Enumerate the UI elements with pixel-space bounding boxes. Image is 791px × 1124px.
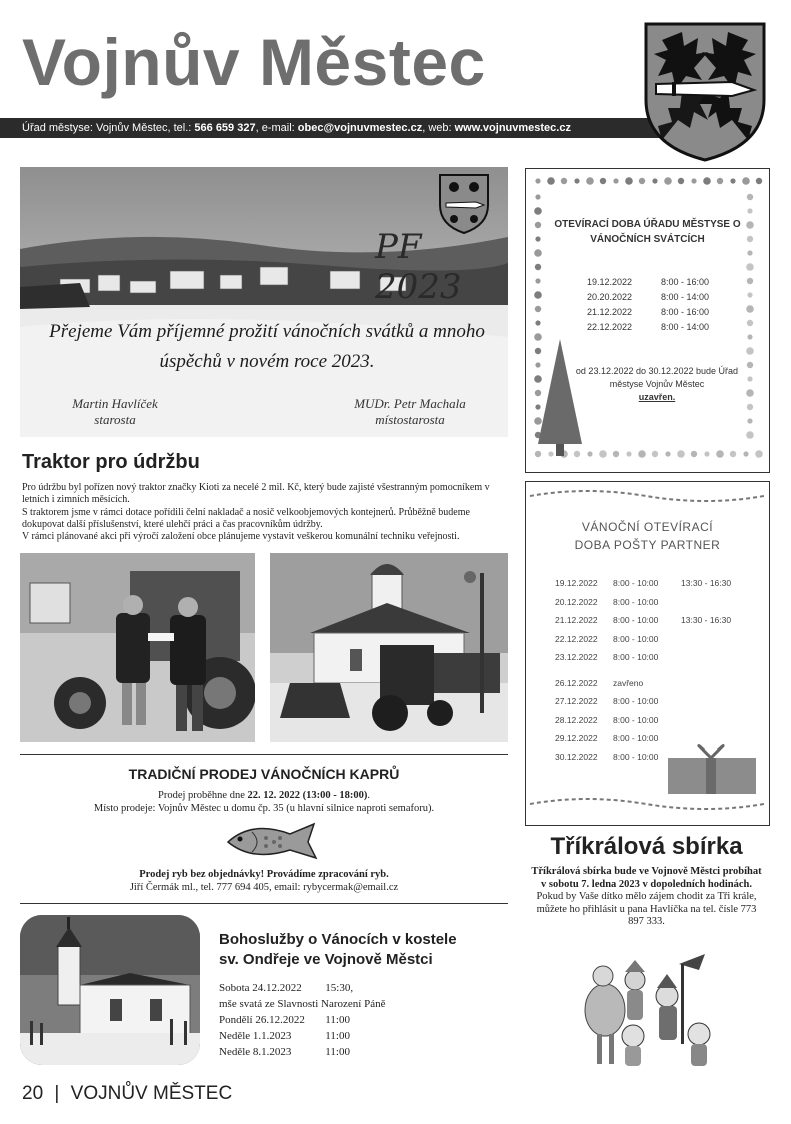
- tractor-heading: Traktor pro údržbu: [22, 451, 200, 473]
- decor-dot: [746, 263, 754, 271]
- services-heading-line: sv. Ondřeje ve Vojnově Městci: [219, 951, 433, 968]
- carp-contact: Jiří Čermák ml., tel. 777 694 405, email: rybycermak@email.cz: [129, 882, 399, 893]
- page-number: 20: [22, 1083, 44, 1104]
- decor-dot: [535, 348, 541, 354]
- office-hours-title: OTEVÍRACÍ DOBA ÚŘADU MĚSTYSE O VÁNOČNÍCH SVÁTCÍCH: [554, 219, 741, 245]
- divider: [20, 903, 508, 904]
- decor-dot: [535, 404, 540, 409]
- footer-separator: |: [54, 1083, 60, 1104]
- decor-dot: [534, 249, 542, 257]
- office-hours-box: [525, 168, 770, 473]
- decor-dot: [746, 221, 754, 229]
- decor-dot: [664, 177, 672, 185]
- post-time-morning: 8:00 - 10:00: [613, 696, 659, 706]
- decor-dot: [677, 450, 685, 458]
- post-time-morning: 8:00 - 10:00: [613, 596, 659, 607]
- decor-dot: [534, 333, 542, 341]
- decor-dot: [625, 177, 633, 185]
- office-hours-table: [586, 275, 722, 335]
- decor-dot: [746, 305, 754, 313]
- email-label: , e-mail:: [255, 122, 298, 134]
- pf-title: PF 2023: [375, 227, 462, 307]
- post-time-afternoon: [680, 729, 742, 748]
- office-hours-row: [586, 275, 722, 290]
- decor-dot: [746, 389, 754, 397]
- decor-dot: [535, 178, 540, 183]
- decor-dot: [613, 451, 619, 457]
- service-day: mše svatá ze Slavnosti Narození Páně: [219, 998, 386, 1010]
- service-day: Sobota 24.12.2022: [219, 982, 302, 994]
- decor-dot: [534, 291, 542, 299]
- three-kings-text: [530, 866, 763, 929]
- tractor-paragraph: Pro údržbu byl pořízen nový traktor značky Kioti za necelé 2 mil. Kč, který bude zajisté všestranným pomocníkem v letních i zimních měsících.: [22, 482, 490, 506]
- post-time-afternoon: [680, 674, 742, 693]
- decor-dot: [638, 450, 646, 458]
- tractor-handover-photo: [20, 553, 255, 742]
- decor-dot: [535, 306, 541, 312]
- decor-dot: [678, 178, 684, 184]
- carp-date-suffix: .: [367, 790, 370, 801]
- post-date: 29.12.2022: [555, 733, 598, 743]
- post-time-morning: zavřeno: [613, 677, 644, 688]
- post-date: 22.12.2022: [555, 633, 598, 644]
- decor-dot: [747, 376, 752, 381]
- email-link[interactable]: obec@vojnuvmestec.cz: [297, 122, 423, 134]
- service-time: 15:30,: [325, 982, 354, 994]
- pf-greeting-banner: [20, 167, 508, 437]
- closed-note-text: od 23.12.2022 do 30.12.2022 bude Úřad městyse Vojnův Městec: [575, 366, 739, 389]
- post-hours-row: [554, 630, 742, 649]
- post-office-hours-box: [525, 481, 770, 826]
- decor-dot: [535, 320, 540, 325]
- decor-dot: [652, 178, 657, 183]
- decor-dot: [747, 362, 753, 368]
- decor-dot: [547, 177, 555, 185]
- decor-dot: [586, 177, 594, 185]
- decor-dot: [717, 178, 723, 184]
- tractor-paragraph: S traktorem jsme v rámci dotace pořídili čelní nakladač a nosič velkoobjemových kontejnerů. Průběžně budeme dokupovat další příslušenství, které ulehčí práci a čas pracovníkům údržby.: [22, 506, 470, 530]
- post-date: 20.12.2022: [555, 596, 598, 607]
- three-kings-illustration-icon: [575, 950, 720, 1072]
- decor-dot: [742, 177, 750, 185]
- office-time: 8:00 - 16:00: [661, 277, 710, 287]
- office-date: 19.12.2022: [587, 277, 633, 287]
- decor-dot: [746, 347, 754, 355]
- post-time-morning: 8:00 - 10:00: [613, 615, 659, 625]
- decor-dot: [747, 236, 753, 242]
- signature-mistostarosta: [330, 396, 490, 428]
- decor-dot: [535, 236, 540, 241]
- decor-dot: [747, 320, 753, 326]
- services-schedule: [219, 980, 385, 1060]
- post-hours-row: [554, 729, 742, 748]
- decor-dot: [730, 451, 736, 457]
- web-label: , web:: [422, 122, 455, 134]
- carp-date: 22. 12. 2022 (13:00 - 18:00): [247, 790, 368, 801]
- decor-dot: [535, 194, 540, 199]
- post-office-title: [526, 518, 769, 554]
- page-footer: [22, 1083, 232, 1105]
- decor-dot: [691, 451, 697, 457]
- post-date: 23.12.2022: [555, 652, 598, 662]
- tractor-church-photo: [270, 553, 508, 742]
- carp-info: [20, 789, 508, 815]
- post-time-afternoon: [680, 711, 742, 730]
- post-date: 28.12.2022: [555, 714, 598, 725]
- office-time: 8:00 - 16:00: [661, 307, 710, 317]
- carp-date-prefix: Prodej proběhne dne: [157, 790, 248, 801]
- post-date: 19.12.2022: [555, 578, 598, 588]
- decor-dot: [534, 375, 542, 383]
- post-time-morning: 8:00 - 10:00: [613, 578, 659, 588]
- decor-dot: [747, 334, 752, 339]
- decor-dot: [652, 451, 658, 457]
- decor-dot: [691, 178, 696, 183]
- carp-bold-line: Prodej ryb bez objednávky! Provádíme zpracování ryb.: [139, 869, 389, 880]
- three-kings-bold: Tříkrálová sbírka bude ve Vojnově Městci probíhat v sobotu 7. ledna 2023 v dopoledních hodinách.: [531, 866, 762, 890]
- pf-greeting-text: Přejeme Vám příjemné prožití vánočních svátků a mnoho úspěchů v novém roce 2023.: [49, 321, 485, 372]
- post-time-afternoon: 13:30 - 16:30: [681, 578, 732, 588]
- decor-dot: [703, 177, 711, 185]
- closed-word: uzavřen.: [638, 392, 676, 402]
- service-row: [219, 996, 385, 1012]
- decor-dot: [535, 264, 541, 270]
- signer-role: místostarosta: [375, 412, 445, 427]
- decor-dot: [747, 404, 753, 410]
- decor-dot: [626, 451, 631, 456]
- decor-dot: [639, 178, 645, 184]
- carp-heading: TRADIČNÍ PRODEJ VÁNOČNÍCH KAPRŮ: [128, 766, 400, 782]
- services-heading-line: Bohoslužby o Vánocích v kostele: [219, 931, 457, 948]
- office-date: 21.12.2022: [587, 307, 633, 317]
- decor-dot: [600, 178, 606, 184]
- office-hours-row: [586, 305, 722, 320]
- decor-dot: [574, 178, 579, 183]
- service-row: [219, 1044, 385, 1060]
- decor-dot: [716, 450, 724, 458]
- post-hours-row: [554, 648, 742, 674]
- office-time: 8:00 - 14:00: [661, 322, 710, 332]
- post-office-table: [554, 574, 742, 766]
- signer-name: Martin Havlíček: [72, 396, 158, 411]
- service-row: [219, 1012, 385, 1028]
- divider: [20, 754, 508, 755]
- decor-dot: [747, 250, 752, 255]
- service-day: Neděle 8.1.2023: [219, 1046, 292, 1058]
- service-row: [219, 1028, 385, 1044]
- post-date: 21.12.2022: [555, 615, 598, 625]
- post-hours-row: [554, 748, 742, 767]
- decor-dot: [747, 194, 753, 200]
- decor-dot: [747, 292, 752, 297]
- office-date: 22.12.2022: [587, 322, 633, 332]
- coat-of-arms-icon: [642, 20, 768, 162]
- decor-dot: [730, 178, 735, 183]
- office-hours-row: [586, 320, 722, 335]
- service-row: [219, 980, 385, 996]
- service-day: Neděle 1.1.2023: [219, 1030, 292, 1042]
- signer-name: MUDr. Petr Machala: [354, 396, 466, 411]
- decor-dot: [747, 418, 752, 423]
- decor-dot: [561, 178, 567, 184]
- decor-dot: [746, 431, 754, 439]
- tractor-paragraph: V rámci plánované akci při výročí založení obce plánujeme vystavit veškerou komunální techniku veřejnosti.: [22, 531, 460, 543]
- decor-dot: [535, 362, 540, 367]
- decor-dot: [535, 278, 540, 283]
- signature-starosta: [50, 396, 180, 428]
- post-time-afternoon: [680, 692, 742, 711]
- post-hours-row: [554, 674, 742, 693]
- post-time-afternoon: [680, 648, 742, 674]
- decor-dot: [587, 451, 592, 456]
- post-time-afternoon: [680, 593, 742, 612]
- phone-number: 566 659 327: [194, 122, 256, 134]
- carp-place-line: Místo prodeje: Vojnův Městec u domu čp. 35 (u hlavní silnice naproti semaforu).: [93, 803, 435, 814]
- services-heading: [219, 930, 457, 970]
- decor-dot: [599, 450, 607, 458]
- post-date: 27.12.2022: [555, 696, 598, 706]
- contact-bar: [0, 118, 660, 138]
- office-hours-row: [586, 290, 722, 305]
- web-link[interactable]: www.vojnuvmestec.cz: [454, 122, 571, 134]
- signer-role: starosta: [94, 412, 136, 427]
- office-time: 8:00 - 14:00: [661, 292, 710, 302]
- decor-dot: [665, 451, 670, 456]
- decor-dot: [535, 222, 541, 228]
- decor-dot: [574, 451, 580, 457]
- post-time-afternoon: [680, 630, 742, 649]
- decor-dot: [756, 178, 762, 184]
- post-hours-row: [554, 611, 742, 630]
- carp-fish-icon: [222, 818, 322, 864]
- decor-dot: [755, 450, 763, 458]
- office-date: 20.20.2022: [587, 292, 633, 302]
- post-hours-row: [554, 711, 742, 730]
- decor-dot: [747, 208, 752, 213]
- footer-title: VOJNŮV MĚSTEC: [70, 1083, 233, 1104]
- decor-dot: [535, 451, 541, 457]
- service-time: 11:00: [325, 1014, 350, 1026]
- three-kings-heading: Tříkrálová sbírka: [550, 833, 743, 860]
- contact-prefix: Úřad městyse: Vojnův Městec, tel.:: [22, 122, 195, 134]
- decor-dot: [613, 178, 618, 183]
- post-hours-row: [554, 593, 742, 612]
- decor-dot: [548, 451, 553, 456]
- service-time: 11:00: [325, 1030, 350, 1042]
- decor-dot: [747, 278, 753, 284]
- service-time: 11:00: [325, 1046, 350, 1058]
- post-hours-row: [554, 574, 742, 593]
- decor-dot: [534, 417, 542, 425]
- decor-dot: [743, 451, 748, 456]
- post-time-morning: 8:00 - 10:00: [613, 751, 659, 762]
- tractor-article-text: [22, 482, 508, 543]
- post-time-afternoon: 13:30 - 16:30: [681, 615, 732, 625]
- post-hours-row: [554, 692, 742, 711]
- post-time-morning: 8:00 - 10:00: [613, 714, 659, 725]
- post-date: 26.12.2022: [555, 677, 598, 688]
- carp-order-info: [20, 868, 508, 894]
- post-office-title-line: DOBA POŠTY PARTNER: [574, 538, 721, 552]
- post-time-afternoon: [680, 748, 742, 767]
- post-time-morning: 8:00 - 10:00: [613, 633, 659, 644]
- carp-date-line: [20, 789, 508, 802]
- post-date: 30.12.2022: [555, 751, 598, 762]
- church-photo: [20, 915, 200, 1065]
- decor-dot: [535, 390, 541, 396]
- office-closed-note: [572, 365, 742, 404]
- post-time-morning: 8:00 - 10:00: [613, 652, 659, 662]
- decor-dot: [534, 207, 542, 215]
- three-kings-note: Pokud by Vaše dítko mělo zájem chodit za Tři krále, můžete ho přihlásit u pana Havlíčka na tel. čísle 773 897 333.: [536, 891, 757, 927]
- service-day: Pondělí 26.12.2022: [219, 1014, 305, 1026]
- page-title: Vojnův Městec: [22, 25, 486, 99]
- post-office-title-line: VÁNOČNÍ OTEVÍRACÍ: [581, 520, 714, 534]
- decor-dot: [704, 451, 709, 456]
- post-time-morning: 8:00 - 10:00: [613, 733, 659, 743]
